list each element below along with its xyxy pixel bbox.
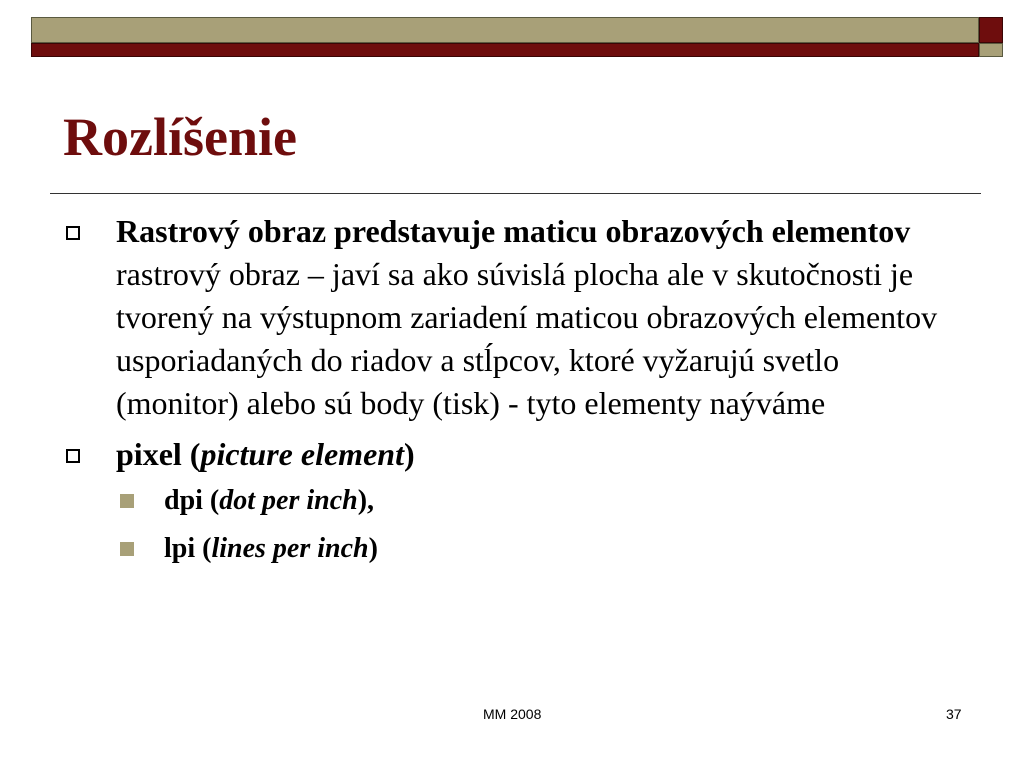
filled-square-bullet-icon	[120, 494, 134, 508]
pixel-term-close: )	[403, 436, 415, 472]
lpi-term: lpi (	[164, 533, 212, 564]
sub-bullet-lpi	[60, 526, 960, 572]
filled-square-bullet-icon	[120, 542, 134, 556]
pixel-term-italic: picture element	[200, 436, 404, 472]
lpi-close: )	[368, 533, 378, 564]
pixel-term: pixel (	[116, 436, 201, 472]
slide-title: Rozlíšenie	[63, 107, 297, 167]
header-square-olive	[979, 43, 1003, 57]
dpi-close: ),	[357, 485, 375, 516]
bullet-item-pixel	[60, 433, 960, 476]
page-number: 37	[946, 706, 962, 722]
bullet-bold-text: Rastrový obraz predstavuje maticu obrazových elementov	[116, 213, 911, 249]
bullet-item-raster	[60, 210, 960, 425]
lpi-italic: lines per inch	[211, 533, 369, 564]
hollow-square-bullet-icon	[66, 449, 80, 463]
header-band-red	[31, 43, 979, 57]
bullet-body-text: rastrový obraz – javí sa ako súvislá plocha ale v skutočnosti je tvorený na výstupnom zariadení maticou obrazových elementov usporiadaných do riadov a stĺpcov, ktoré vyžarujú svetlo (monitor) alebo sú body (tisk) - tyto elementy naývám	[116, 256, 938, 421]
dpi-italic: dot per inch	[219, 485, 358, 516]
title-divider	[50, 193, 981, 194]
hollow-square-bullet-icon	[66, 226, 80, 240]
header-band-olive	[31, 17, 979, 43]
header-square-red	[979, 17, 1003, 43]
footer-label: MM 2008	[483, 706, 542, 722]
sub-bullet-dpi	[60, 478, 960, 524]
bullet-body-tail: e	[810, 385, 826, 421]
slide-content	[60, 210, 960, 572]
dpi-term: dpi (	[164, 485, 220, 516]
